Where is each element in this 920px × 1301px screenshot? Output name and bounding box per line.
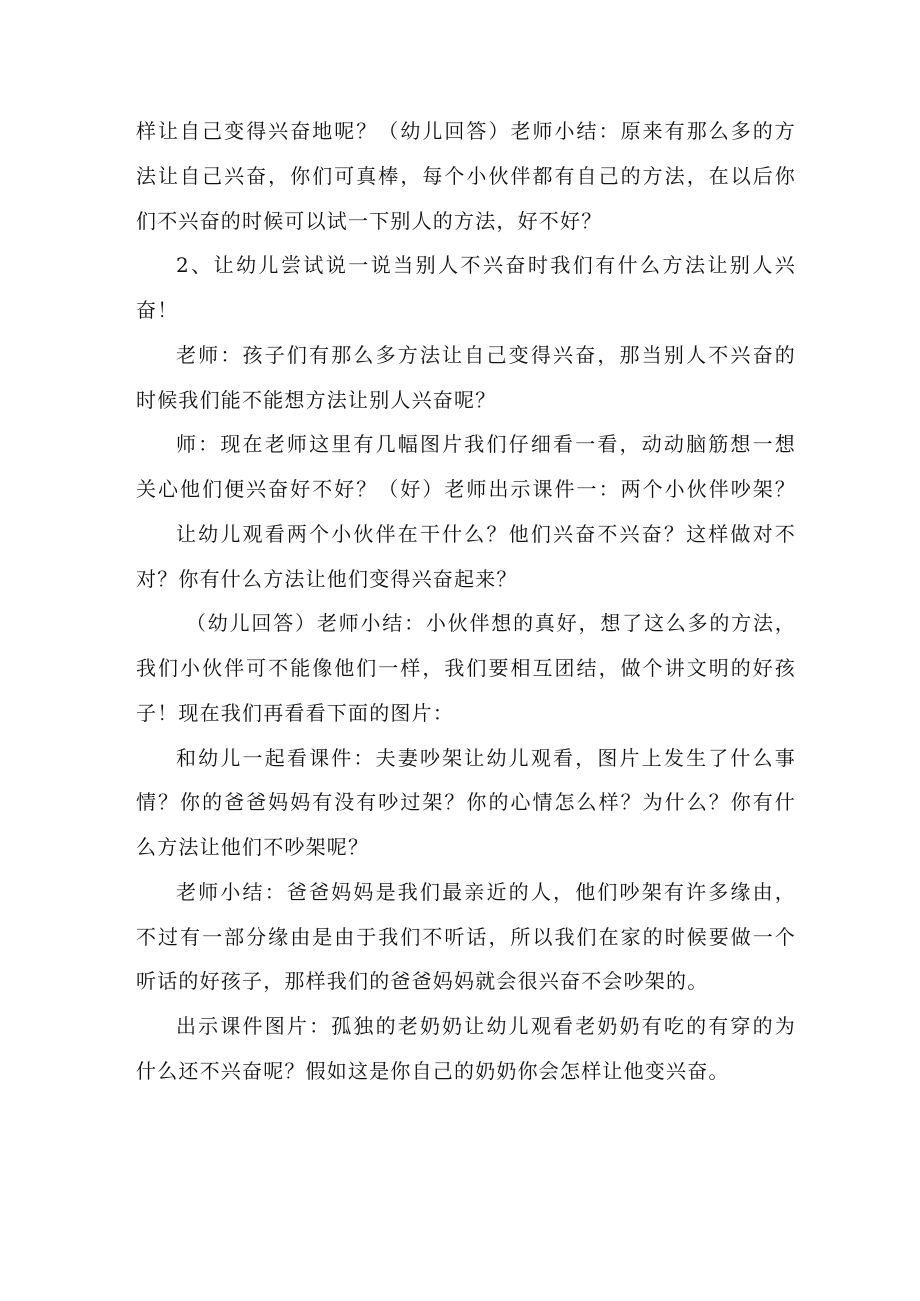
text-line: 么方法让他们不吵架呢？ xyxy=(136,835,370,859)
text-line: 2、让幼儿尝试说一说当别人不兴奋时我们有什么方法让别人兴 xyxy=(176,253,796,278)
text-line: 奋！ xyxy=(136,298,179,322)
text-line: （幼儿回答）老师小结：小伙伴想的真好，想了这么多的方法， xyxy=(186,611,796,636)
text-line: 和幼儿一起看课件：夫妻吵架让幼儿观看，图片上发生了什么事 xyxy=(176,745,796,770)
text-line: 不过有一部分缘由是由于我们不听话，所以我们在家的时候要做一个 xyxy=(136,924,796,949)
text-line: 我们小伙伴可不能像他们一样，我们要相互团结，做个讲文明的好孩 xyxy=(136,656,796,680)
text-line: 对？你有什么方法让他们变得兴奋起来？ xyxy=(136,566,518,591)
text-line: 样让自己变得兴奋地呢？（幼儿回答）老师小结：原来有那么多的方 xyxy=(136,119,796,143)
text-line: 老师：孩子们有那么多方法让自己变得兴奋，那当别人不兴奋的 xyxy=(176,342,796,367)
text-line: 老师小结：爸爸妈妈是我们最亲近的人，他们吵架有许多缘由， xyxy=(176,879,796,904)
text-line: 子！现在我们再看看下面的图片： xyxy=(136,700,454,725)
text-line: 时候我们能不能想方法让别人兴奋呢？ xyxy=(136,387,497,412)
text-line: 什么还不兴奋呢？假如这是你自己的奶奶你会怎样让他变兴奋。 xyxy=(136,1058,730,1083)
text-line: 让幼儿观看两个小伙伴在干什么？他们兴奋不兴奋？这样做对不 xyxy=(176,521,796,546)
text-line: 法让自己兴奋，你们可真棒，每个小伙伴都有自己的方法，在以后你 xyxy=(136,163,796,188)
text-line: 们不兴奋的时候可以试一下别人的方法，好不好？ xyxy=(136,208,603,233)
text-line: 师：现在老师这里有几幅图片我们仔细看一看，动动脑筋想一想 xyxy=(176,432,796,457)
text-line: 听话的好孩子，那样我们的爸爸妈妈就会很兴奋不会吵架的。 xyxy=(136,969,709,994)
text-line: 出示课件图片：孤独的老奶奶让幼儿观看老奶奶有吃的有穿的为 xyxy=(176,1014,796,1038)
text-line: 关心他们便兴奋好不好？（好）老师出示课件一：两个小伙伴吵架？ xyxy=(136,477,796,501)
text-line: 情？你的爸爸妈妈有没有吵过架？你的心情怎么样？为什么？你有什 xyxy=(136,790,796,815)
document-body xyxy=(136,117,796,1102)
